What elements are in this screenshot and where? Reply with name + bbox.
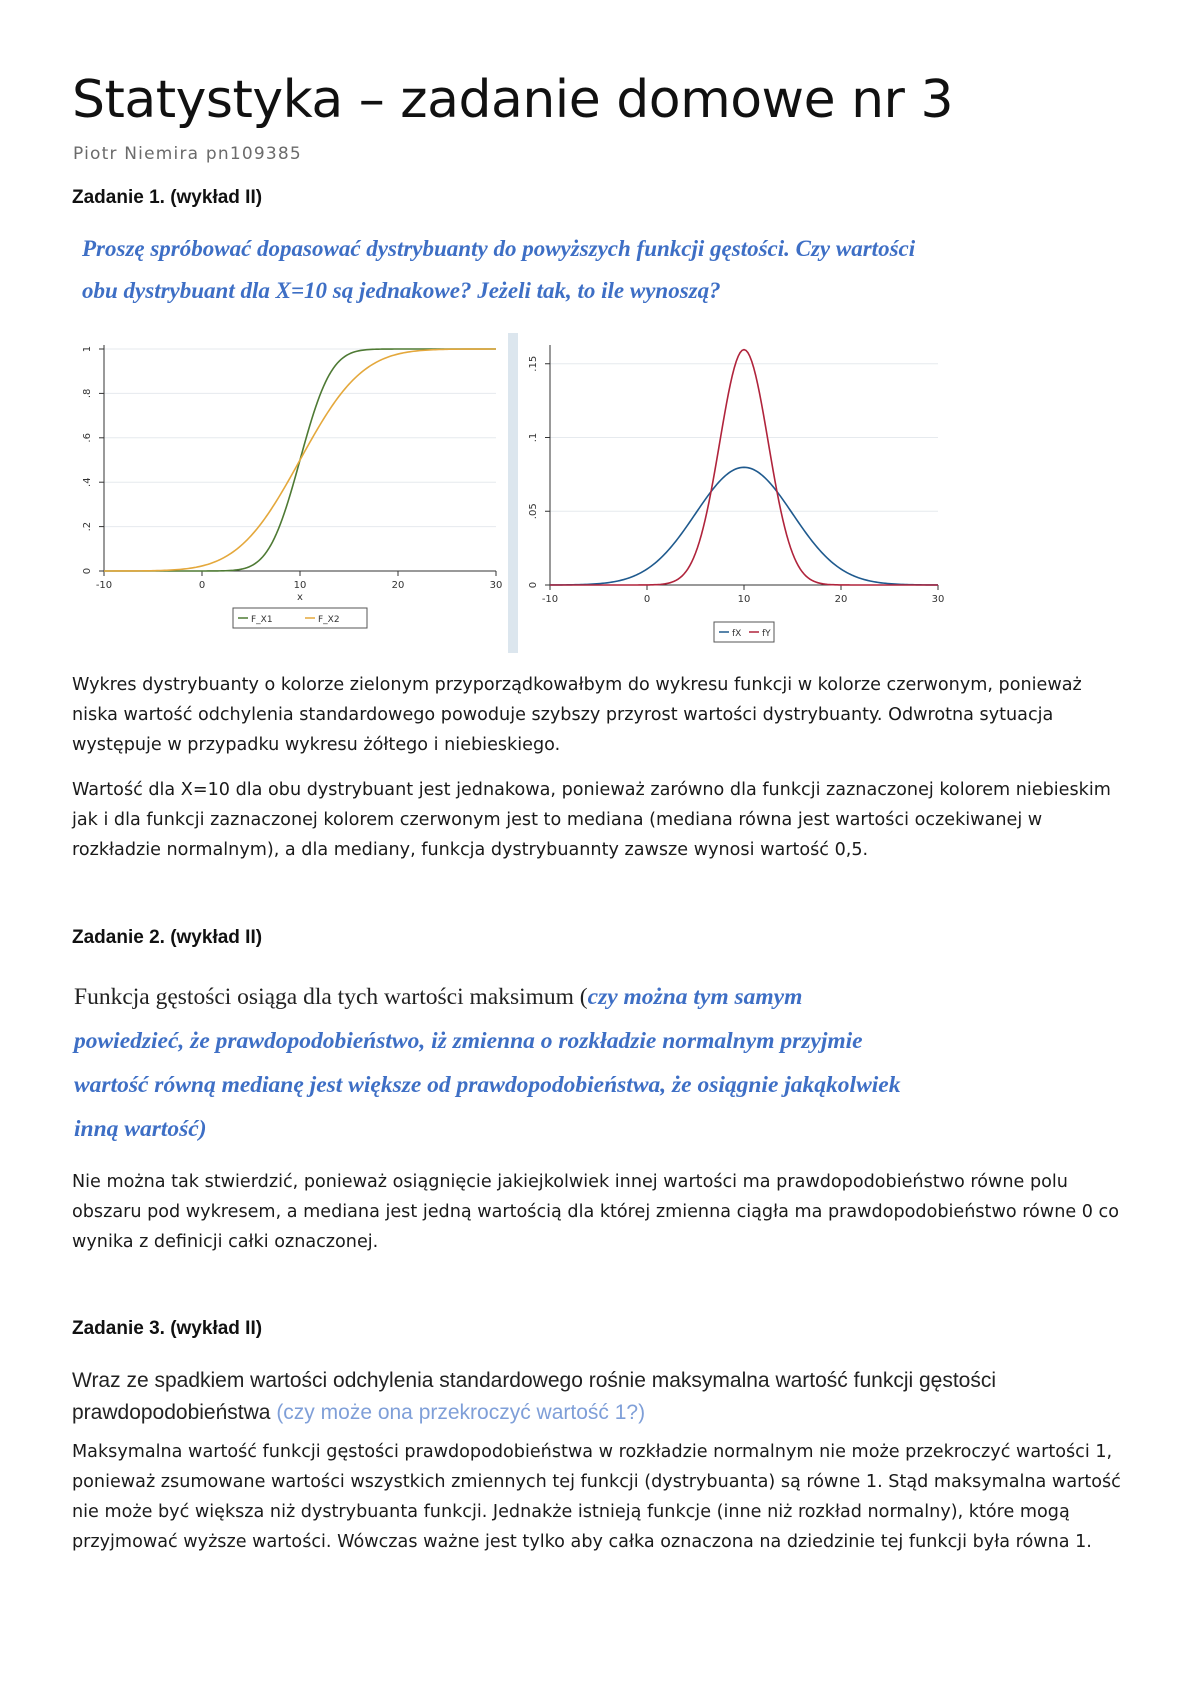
chart2-legend-label: fY [762, 629, 771, 639]
chart1-legend-label: F_X1 [251, 615, 273, 625]
chart2-legend-label: fX [732, 629, 742, 639]
task2-heading: Zadanie 2. (wykład II) [72, 927, 263, 948]
task1-question-line2: obu dystrybuant dla X=10 są jednakowe? Jeżeli tak, to ile wynoszą? [82, 278, 721, 303]
task3-statement [72, 1365, 1132, 1429]
chart2-x-tick-label: -10 [541, 594, 559, 605]
cdf-chart [72, 333, 508, 653]
chart1-x-axis-label: x [297, 592, 303, 603]
task1-answer-1: Wykres dystrybuanty o kolorze zielonym przyporządkowałbym do wykresu funkcji w kolorze czerwonym, ponieważ niska wartość odchylenia standardowego powoduje szybszy przyrost wartości dystrybuanty. Odwrotna sytuacja występuje w przypadku wykresu żółtego i niebieskiego. [72, 675, 1082, 755]
task3-answer: Maksymalna wartość funkcji gęstości prawdopodobieństwa w rozkładzie normalnym nie może przekroczyć wartości 1, ponieważ zsumowane wartości wszystkich zmiennych tej funkcji (dystrybuanta) są równe 1. Stąd maksymalna wartość nie może być większa niż dystrybuanta funkcji. Jednakże istnieją funkcje (inne niż rozkład normalny), które mogą przyjmować wyższe wartości. Wówczas ważne jest tylko aby całka oznaczona na dziedzinie tej funkcji była równa 1. [72, 1442, 1121, 1552]
task2-statement-plain: Funkcja gęstości osiąga dla tych wartości maksimum ( [74, 984, 588, 1010]
task1-heading: Zadanie 1. (wykład II) [72, 187, 263, 208]
pdf-chart [518, 333, 952, 653]
chart1-x-tick-label: 10 [293, 580, 307, 591]
task2-statement-line1-italic: czy można tym samym [587, 984, 803, 1010]
chart1-y-tick-label: 0 [82, 567, 93, 575]
chart1-x-tick-label: 20 [391, 580, 405, 591]
task2-statement-line3: wartość równą medianę jest większe od prawdopodobieństwa, że osiągnie jakąkolwiek [74, 1072, 901, 1098]
chart1-x-tick-label: -10 [95, 580, 113, 591]
task2-answer: Nie można tak stwierdzić, ponieważ osiągnięcie jakiejkolwiek innej wartości ma prawdopodobieństwo równe polu obszaru pod wykresem, a mediana jest jedną wartością dla której zmienna ciągła ma prawdopodobieństwo równe 0 co wynika z definicji całki oznaczonej. [72, 1172, 1119, 1252]
chart2-x-tick-label: 0 [643, 594, 651, 605]
chart1-y-tick-label: 1 [82, 345, 93, 353]
task1-question [82, 228, 915, 312]
author-line: Piotr Niemira pn109385 [73, 144, 302, 164]
chart2-x-tick-label: 20 [834, 594, 848, 605]
chart1-x-tick-label: 0 [198, 580, 206, 591]
page-title: Statystyka – zadanie domowe nr 3 [72, 70, 954, 130]
task2-statement-line1 [74, 975, 900, 1019]
chart1-y-tick-label: .6 [82, 433, 93, 443]
chart1-y-tick-label: .4 [82, 477, 93, 487]
chart2-y-tick-label: .1 [528, 432, 539, 443]
task1-question-line1: Proszę spróbować dopasować dystrybuanty do powyższych funkcji gęstości. Czy wartości [82, 236, 916, 261]
density-figure [72, 333, 952, 653]
chart2-x-tick-label: 30 [931, 594, 945, 605]
chart1-y-tick-label: .8 [82, 388, 93, 399]
task2-statement-line4: inną wartość) [74, 1116, 207, 1142]
task3-heading: Zadanie 3. (wykład II) [72, 1318, 263, 1339]
chart2-y-tick-label: 0 [528, 581, 539, 589]
task2-statement-line2: powiedzieć, że prawdopodobieństwo, iż zmienna o rozkładzie normalnym przyjmie [74, 1028, 863, 1054]
task2-statement [74, 975, 900, 1151]
pdf-chart-background [518, 333, 952, 653]
chart1-legend-label: F_X2 [318, 615, 340, 625]
chart2-x-tick-label: 10 [737, 594, 751, 605]
chart1-y-tick-label: .2 [82, 521, 93, 532]
chart2-y-tick-label: .05 [528, 503, 539, 520]
task3-statement-text: Wraz ze spadkiem wartości odchylenia standardowego rośnie maksymalna wartość funkcji gęstości prawdopodobieństwa [72, 1369, 997, 1424]
chart2-y-tick-label: .15 [528, 355, 539, 372]
task3-statement-question: (czy może ona przekroczyć wartość 1?) [276, 1401, 646, 1424]
task1-answer-2: Wartość dla X=10 dla obu dystrybuant jest jednakowa, ponieważ zarówno dla funkcji zaznaczonej kolorem niebieskim jak i dla funkcji zaznaczonej kolorem czerwonym jest to mediana (mediana równa jest wartości oczekiwanej w rozkładzie normalnym), a dla mediany, funkcja dystrybuannty zawsze wynosi wartość 0,5. [72, 780, 1111, 860]
chart1-x-tick-label: 30 [489, 580, 503, 591]
